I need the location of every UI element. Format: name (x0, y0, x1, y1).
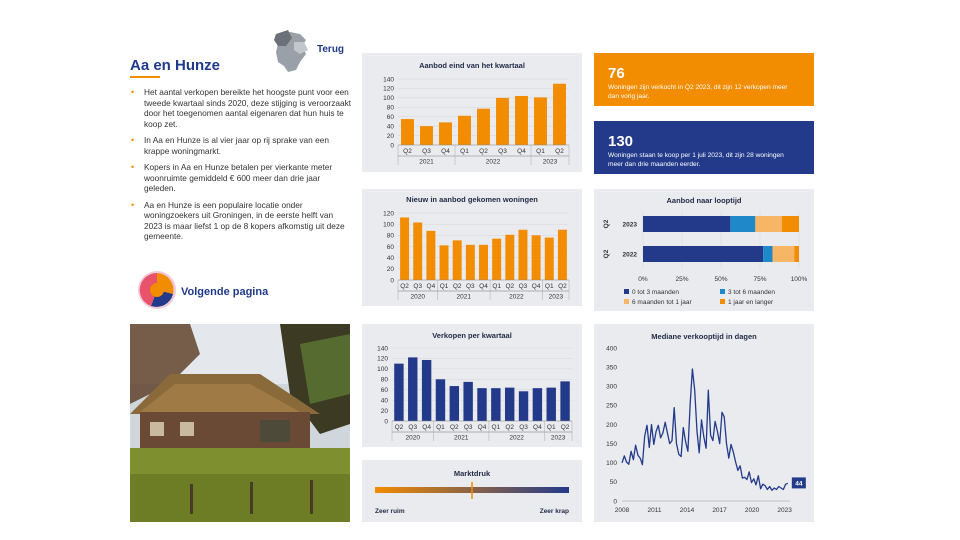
bar (496, 98, 509, 145)
bar (458, 116, 471, 145)
verkooptijd-chart (594, 324, 814, 522)
y-tick-label: 300 (606, 383, 617, 391)
last-value-label: 44 (795, 480, 803, 488)
y-tick-label: 100 (377, 366, 388, 374)
looptijd-chart-panel (594, 189, 814, 311)
x-tick-label: 2011 (647, 507, 662, 514)
marktdruk-panel (362, 460, 582, 522)
bar (547, 388, 556, 421)
nieuw-chart (362, 189, 582, 306)
stacked-bar-segment (782, 216, 799, 232)
page-title: Aa en Hunze (130, 57, 221, 74)
series-line (622, 369, 788, 490)
y-tick-label: 100 (383, 95, 394, 103)
y-tick-label: 60 (380, 387, 388, 395)
x-tick-label: Q3 (408, 424, 418, 431)
x-tick-label: Q4 (517, 148, 526, 155)
bar (519, 391, 528, 421)
x-tick-label: Q4 (426, 283, 436, 290)
stacked-bar-segment (730, 216, 755, 232)
bar (534, 97, 547, 145)
x-tick-label: Q4 (422, 424, 431, 431)
back-button[interactable]: Terug (317, 44, 345, 55)
x-tick-label: Q3 (498, 148, 507, 155)
chart-title: Aanbod naar looptijd (666, 196, 742, 205)
x-tick-label: Q2 (403, 148, 412, 155)
x-tick-label: Q3 (463, 424, 473, 431)
bar (492, 239, 501, 280)
bar (558, 230, 567, 280)
y-tick-label: 140 (377, 345, 388, 353)
bar (408, 357, 417, 421)
x-tick-label: Q4 (531, 283, 541, 290)
y-tick-label: 0 (390, 277, 394, 285)
bar (518, 230, 527, 280)
y-tick-label: 50 (609, 479, 617, 487)
x-tick-label: Q3 (518, 283, 528, 290)
bar (491, 388, 500, 421)
x-tick-label: Q1 (536, 148, 545, 155)
x-tick-label: Q4 (477, 424, 487, 431)
y-group-label: Q2 (603, 219, 610, 229)
legend-label: 0 tot 3 maanden (632, 289, 679, 296)
kpi-sold-value: 76 (608, 65, 625, 82)
kpi-sold-text: Woningen zijn verkocht in Q2 2023, dit zijn 12 verkopen meer dan vorig jaar. (608, 84, 788, 100)
year-group-label: 2023 (550, 434, 566, 442)
bar (477, 109, 490, 145)
year-group-label: 2022 (509, 434, 524, 442)
map-icon (270, 28, 318, 76)
y-tick-label: 100 (606, 460, 617, 468)
stacked-bar-segment (643, 246, 763, 262)
x-tick-label: Q1 (439, 283, 449, 290)
bar (394, 364, 403, 421)
bar (439, 122, 452, 145)
aanbod-chart (362, 53, 582, 172)
bullet-item: • Kopers in Aa en Hunze betalen per vierkante meter woonruimte gemiddeld € 600 meer dan drie jaar geleden. (130, 162, 352, 194)
x-tick-label: 2014 (679, 507, 695, 514)
bar (463, 382, 472, 421)
bar (479, 245, 488, 280)
year-group-label: 2021 (419, 158, 434, 166)
chart-title: Marktdruk (453, 469, 491, 478)
chart-title: Verkopen per kwartaal (432, 331, 512, 340)
x-tick-label: Q2 (505, 424, 515, 431)
y-tick-label: 2023 (622, 221, 637, 229)
bar (453, 240, 462, 280)
bar (440, 245, 449, 280)
y-tick-label: 40 (386, 123, 394, 131)
bar (560, 381, 569, 421)
x-tick-label: Q2 (560, 424, 570, 431)
x-tick-label: 2023 (777, 507, 792, 514)
x-tick-label: Q3 (519, 424, 528, 431)
y-tick-label: 80 (386, 232, 394, 240)
kpi-for-sale-tile (594, 121, 814, 174)
year-group-label: 2022 (485, 158, 501, 166)
x-tick-label: 2020 (744, 507, 760, 514)
y-tick-label: 400 (606, 345, 617, 353)
kpi-for-sale-text: Woningen staan te koop per 1 juli 2023, dit zijn 28 woningen meer dan drie maanden eerder. (608, 152, 784, 168)
y-tick-label: 200 (606, 421, 617, 429)
x-tick-label: 2008 (614, 507, 630, 514)
year-group-label: 2021 (453, 434, 469, 442)
legend-swatch (720, 289, 725, 294)
legend-label: 3 tot 6 maanden (728, 289, 775, 296)
bullet-item: • Aa en Hunze is een populaire locatie onder woningzoekers uit Groningen, in de eerste helft van 2023 is maar liefst 1 op de 8 kopers afkomstig uit deze gemeente. (130, 200, 352, 242)
bar (553, 84, 566, 145)
y-tick-label: 0 (390, 142, 394, 150)
pie-chart-icon[interactable] (137, 270, 177, 310)
y-tick-label: 100 (383, 221, 394, 229)
x-tick-label: Q2 (394, 424, 404, 431)
x-tick-label: 100% (790, 276, 808, 283)
verkopen-chart-panel (362, 324, 582, 447)
bar (532, 235, 541, 280)
x-tick-label: Q2 (505, 283, 515, 290)
x-tick-label: Q2 (449, 424, 459, 431)
next-page-button[interactable]: Volgende pagina (181, 286, 269, 298)
x-tick-label: Q2 (452, 283, 462, 290)
year-group-label: 2020 (410, 293, 425, 301)
x-tick-label: Q4 (441, 148, 450, 155)
year-group-label: 2023 (542, 158, 558, 166)
year-group-label: 2020 (405, 434, 421, 442)
y-tick-label: 0 (384, 418, 388, 426)
bullet-list (130, 87, 352, 248)
farmhouse-photo (130, 324, 350, 522)
y-tick-label: 20 (386, 266, 394, 274)
bullet-item: • In Aa en Hunze is al vier jaar op rij sprake van een krappe woningmarkt. (130, 135, 352, 156)
kpi-for-sale-value: 130 (608, 133, 634, 150)
nieuw-chart-panel (362, 189, 582, 306)
stacked-bar-segment (755, 216, 782, 232)
y-tick-label: 250 (606, 402, 617, 410)
chart-title: Mediane verkooptijd in dagen (651, 332, 757, 341)
legend-swatch (720, 299, 725, 304)
aanbod-chart-panel (362, 53, 582, 172)
bar (426, 231, 435, 280)
bar (400, 217, 409, 280)
x-tick-label: Q2 (555, 148, 564, 155)
year-group-label: 2022 (509, 293, 524, 301)
y-tick-label: 350 (606, 364, 617, 372)
x-tick-label: Q1 (492, 283, 501, 290)
x-tick-label: Q1 (544, 283, 554, 290)
stacked-bar-segment (643, 216, 730, 232)
x-tick-label: 0% (638, 276, 648, 283)
bar (505, 388, 514, 421)
kpi-sold-tile (594, 53, 814, 106)
bar (420, 126, 433, 145)
x-tick-label: Q2 (400, 283, 409, 290)
legend-label: 1 jaar en langer (728, 299, 774, 306)
y-tick-label: 140 (383, 76, 394, 84)
x-tick-label: Q1 (491, 424, 501, 431)
y-tick-label: 40 (386, 254, 394, 262)
bar (466, 245, 475, 280)
y-tick-label: 2022 (622, 251, 637, 259)
title-underline (130, 76, 160, 78)
x-tick-label: Q3 (422, 148, 431, 155)
x-tick-label: 75% (753, 276, 767, 283)
bar (505, 235, 514, 280)
year-group-label: 2021 (456, 293, 472, 301)
legend-swatch (624, 299, 629, 304)
verkopen-chart (362, 324, 582, 447)
bar (436, 379, 445, 421)
bar (533, 388, 542, 421)
chart-title: Aanbod eind van het kwartaal (419, 61, 525, 70)
y-tick-label: 0 (613, 498, 617, 506)
bar (477, 388, 486, 421)
bar (545, 238, 554, 280)
x-tick-label: Q1 (436, 424, 445, 431)
looptijd-chart (594, 189, 814, 311)
x-tick-label: Q1 (460, 148, 469, 155)
x-tick-label: Q2 (558, 283, 567, 290)
stacked-bar-segment (794, 246, 799, 262)
x-tick-label: Q4 (479, 283, 488, 290)
bar (515, 96, 528, 145)
bar (450, 386, 459, 421)
bullet-item: • Het aantal verkopen bereikte het hoogste punt voor een tweede kwartaal sinds 2020, deze stijging is veroorzaakt door het toegenomen aantal eigenaren dat hun huis te koop zet. (130, 87, 352, 129)
x-tick-label: Q1 (546, 424, 556, 431)
chart-title: Nieuw in aanbod gekomen woningen (406, 195, 538, 204)
y-tick-label: 20 (380, 407, 388, 415)
y-tick-label: 120 (377, 355, 388, 363)
x-tick-label: Q4 (533, 424, 542, 431)
y-tick-label: 40 (380, 397, 388, 405)
y-tick-label: 150 (606, 440, 617, 448)
gauge-left-label: Zeer ruim (375, 508, 405, 515)
legend-swatch (624, 289, 629, 294)
y-group-label: Q2 (603, 249, 610, 259)
verkooptijd-chart-panel (594, 324, 814, 522)
gauge-right-label: Zeer krap (539, 508, 569, 515)
y-tick-label: 80 (380, 376, 388, 384)
year-group-label: 2023 (548, 293, 564, 301)
bar (422, 360, 431, 421)
y-tick-label: 120 (383, 85, 394, 93)
stacked-bar-segment (772, 246, 794, 262)
x-tick-label: 2017 (712, 507, 727, 514)
x-tick-label: 25% (675, 276, 689, 283)
marktdruk-gauge (362, 460, 582, 522)
y-tick-label: 120 (383, 210, 394, 218)
bar (401, 119, 414, 145)
y-tick-label: 60 (386, 243, 394, 251)
x-tick-label: 50% (714, 276, 728, 283)
stacked-bar-segment (763, 246, 772, 262)
bar (413, 222, 422, 280)
y-tick-label: 20 (386, 132, 394, 140)
x-tick-label: Q3 (466, 283, 475, 290)
x-tick-label: Q3 (413, 283, 423, 290)
y-tick-label: 80 (386, 104, 394, 112)
legend-label: 6 maanden tot 1 jaar (632, 299, 692, 306)
x-tick-label: Q2 (479, 148, 488, 155)
y-tick-label: 60 (386, 114, 394, 122)
